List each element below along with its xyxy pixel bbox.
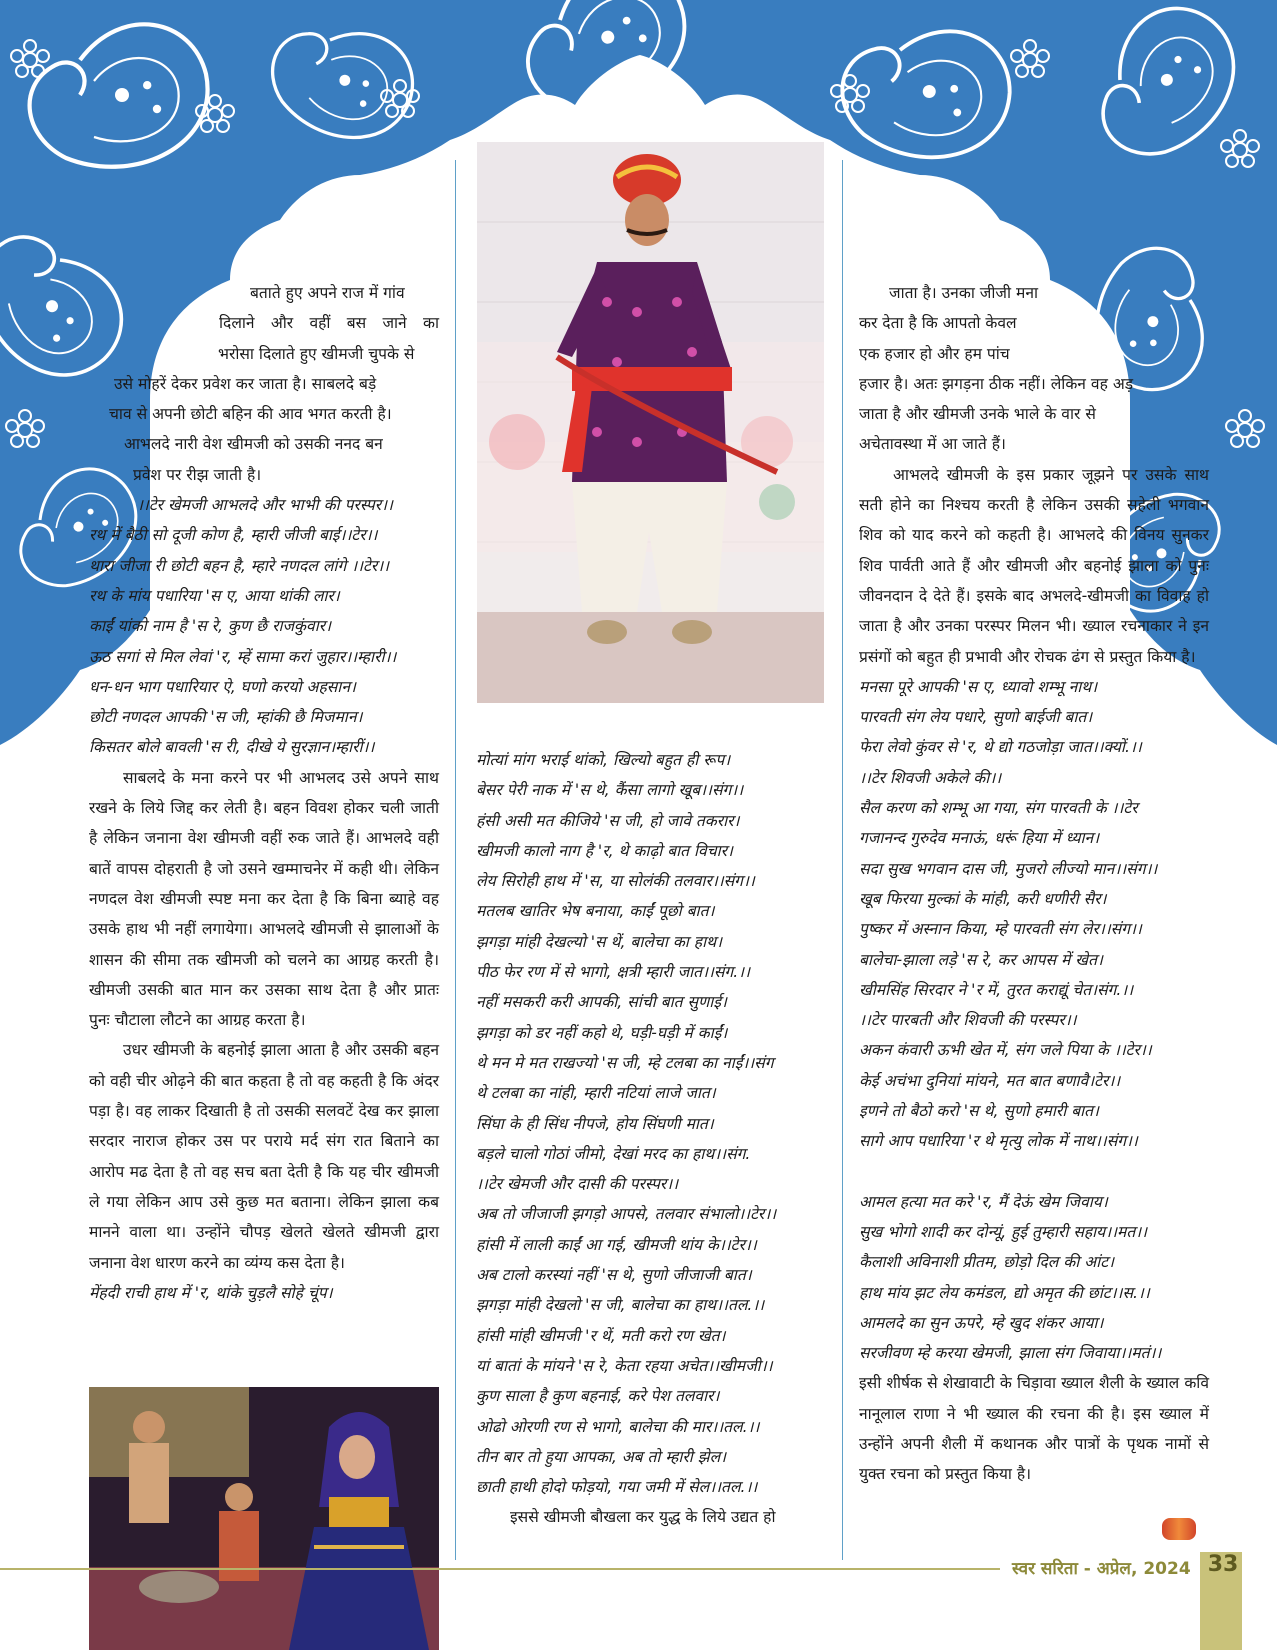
verse-line: रथ के मांय पधारिया 'स ए, आया थांकी लार। (89, 586, 340, 605)
verse-line: अकन कंवारी ऊभी खेत में, संग जले पिया के ।।टेर।। (859, 1041, 1152, 1060)
verse-line: ।।टेर शिवजी अकेले की।। (859, 768, 1002, 787)
column-divider-left (455, 160, 456, 1560)
text-line: जाता है। उनका जीजी मना (889, 284, 1039, 302)
verse-line: रथ में बैठी सो दूजी कोण है, म्हारी जीजी बाई।।टेर।। (89, 526, 378, 545)
verse-line: बेसर पेरी नाक में 'स थे, कैंसा लागो खूब।।संग।। (476, 781, 744, 800)
paragraph: आभलदे खीमजी के इस प्रकार जूझने पर उसके साथ सती होने का निश्चय करती है लेकिन उसकी सहेली भगवान शिव को याद करने को कहती है। आभलदे की विनय सुनकर शिव पार्वती आते हैं और खीमजी और बहनोई झाला को पुनः जीवनदान दे देते हैं। इसके बाद अभलदे-खीमजी का विवाह हो जाता है और उनका परस्पर मिलन भी। ख्याल रचनाकार ने इन प्रसंगों को बहुत ही प्रभावी और रोचक ढंग से प्रस्तुत किया है। (859, 465, 1209, 666)
verse-line: छोटी नणदल आपकी 'स जी, म्हांकी छै मिजमान। (89, 708, 363, 727)
verse-line: मोत्यां मांग भराई थांको, खिल्यो बहुत ही रूप। (476, 751, 731, 769)
verse-line: हाथ मांय झट लेय कमंडल, द्यो अमृत की छांट।।स.।। (859, 1283, 1150, 1302)
stage-performance-photo (89, 1387, 439, 1650)
text-line: हजार है। अतः झगड़ना ठीक नहीं। लेकिन वह अड़ (859, 374, 1134, 393)
verse-line: बालेचा-झाला लड़े 'स रे, कर आपस में खेत। (859, 950, 1103, 969)
text-line: जाता है और खीमजी उनके भाले के वार से (859, 405, 1096, 424)
verse-line: थे टलबा का नांही, म्हारी नटियां लाजे जात। (476, 1084, 716, 1103)
verse-line: सिंघा के ही सिंध नीपजे, होय सिंघणी मात। (476, 1114, 714, 1133)
paragraph: साबलदे के मना करने पर भी आभलद उसे अपने साथ रखने के लिये जिद्द कर लेती है। बहन विवश होकर चली जाती है लेकिन जनाना वेश खीमजी वहीं रुक जाते हैं। आभलदे वही बातें वापस दोहराती है जो उसने खम्माचनेर में कही थी। लेकिन नणदल वेश खीमजी स्पष्ट मना कर देता है कि बिना ब्याहे वह उसके हाथ भी नहीं लगायेगा। आभलदे खीमजी से झालाओं के शासन की सीमा तक खीमजी को चलने का आग्रह करती है। खीमजी उसकी बात मान कर उसका साथ देता है और प्रातः पुनः चौटाला लौटने का आग्रह करता है। (89, 768, 439, 1030)
verse-line: कैलाशी अविनाशी प्रीतम, छोड़ो दिल की आंट। (859, 1253, 1114, 1272)
page-number: 33 (1207, 1552, 1239, 1577)
text-line: कर देता है कि आपतो केवल (859, 314, 1017, 333)
verse-line: थारा जीजा री छोटी बहन है, म्हारे नणदल लांगे ।।टेर।। (89, 556, 390, 575)
verse-line: अब टालो करस्यां नहीं 'स थे, सुणो जीजाजी बात। (476, 1266, 752, 1285)
verse-line: तीन बार तो हुया आपका, अब तो म्हारी झेल। (476, 1447, 727, 1466)
verse-line: खीमजी कालो नाग है 'र, थे काढ़ो बात विचार। (476, 841, 733, 860)
paragraph: इसी शीर्षक से शेखावाटी के चिड़ावा ख्याल शैली के ख्याल कवि नानूलाल राणा ने भी ख्याल की रचना की है। इस ख्याल में उन्होंने अपनी शैली में कथानक और पात्रों के पृथक नामों से युक्त रचना को प्रस्तुत किया है। (859, 1374, 1209, 1484)
verse-line: हांसी मांही खीमजी 'र थें, मती करो रण खेत। (476, 1326, 726, 1345)
verse-line: झगड़ा मांही देखल्यो 'स थें, बालेचा का हाथ। (476, 932, 722, 951)
verse-line: काईं यांको नाम है 'स रे, कुण छै राजकुंवार। (89, 617, 332, 636)
performer-photo (477, 142, 824, 703)
verse-line: अब तो जीजाजी झगड़ो आपसे, तलवार संभालो।।टेर।। (476, 1205, 777, 1224)
verse-line: ।।टेर खेमजी और दासी की परस्पर।। (476, 1175, 679, 1194)
left-column (89, 278, 439, 1308)
verse-line: यां बातां के मांयने 'स रे, केता रहया अचेत।।खीमजी।। (476, 1356, 773, 1375)
verse-line: मेंहदी राची हाथ में 'र, थांके चुड़लै सोहे चूंप। (89, 1283, 333, 1302)
verse-line: हंसी असी मत कीजिये 'स जी, हो जावे तकरार। (476, 811, 740, 830)
verse-line: पुष्कर में अस्नान किया, म्हे पारवती संग लेर।।संग।। (859, 920, 1142, 939)
text-line: चाव से अपनी छोटी बहिन की आव भगत करती है। (109, 405, 392, 424)
verse-line: सैल करण को शम्भू आ गया, संग पारवती के ।।टेर (859, 799, 1138, 818)
verse-line: झगड़ा को डर नहीं कहो थे, घड़ी-घड़ी में काईं। (476, 1023, 728, 1042)
verse-line: झगड़ा मांही देखलो 'स जी, बालेचा का हाथ।।तल.।। (476, 1296, 765, 1315)
verse-line: मतलब खातिर भेष बनाया, काईं पूछो बात। (476, 902, 715, 921)
verse-line: ।।टेर पारबती और शिवजी की परस्पर।। (859, 1011, 1077, 1030)
verse-line: इणने तो बैठो करो 'स थे, सुणो हमारी बात। (859, 1102, 1099, 1121)
verse-line: नहीं मसकरी करी आपकी, सांची बात सुणाई। (476, 993, 727, 1012)
verse-line: हांसी में लाली काईं आ गई, खीमजी थांय के।।टेर।। (476, 1235, 757, 1254)
verse-line: धन-धन भाग पधारियार ऐ, घणो करयो अहसान। (89, 677, 356, 696)
verse-line: मनसा पूरे आपकी 'स ए, ध्यावो शम्भू नाथ। (859, 677, 1098, 696)
article-end-ornament (1162, 1518, 1196, 1540)
text-line: प्रवेश पर रीझ जाती है। (133, 465, 262, 484)
verse-line: किसतर बोले बावली 'स री, दीखे ये सुरज्ञान।म्हारीं।। (89, 738, 375, 757)
verse-line: सागे आप पधारिया 'र थे मृत्यु लोक में नाथ।।संग।। (859, 1132, 1138, 1151)
verse-line: ओढो ओरणी रण से भागो, बालेचा की मार।।तल.।। (476, 1417, 760, 1436)
verse-line: ऊठ सगां से मिल लेवां 'र, म्हें सामा करां जुहार।।म्हारी।। (89, 647, 397, 666)
text-line: बताते हुए अपने राज में गांव (250, 284, 405, 302)
verse-line: पारवती संग लेय पधारे, सुणो बाईजी बात। (859, 708, 1093, 727)
text-line: उसे मोहरें देकर प्रवेश कर जाता है। साबलदे बड़े (114, 374, 377, 393)
text-line: आभलदे नारी वेश खीमजी को उसकी ननद बन (124, 435, 383, 454)
paragraph: उधर खीमजी के बहनोई झाला आता है और उसकी बहन को वही चीर ओढ़ने की बात कहता है तो वह कहती है कि अंदर पड़ा है। वह लाकर दिखाती है तो उसकी सलवटें देख कर झाला सरदार नाराज होकर उस पर पराये मर्द संग रात बिताने का आरोप मढ देता है तो वह सच बता देती है कि यह चीर खीमजी ले गया लेकिन आप उसे कुछ मत बताना। लेकिन झाला कब मानने वाला था। उन्होंने चौपड़ खेलते खेलते खीमजी द्वारा जनाना वेश धारण करने का व्यंग्य कस देता है। (89, 1041, 439, 1272)
blank-line (859, 1157, 1209, 1187)
text-line: इससे खीमजी बौखला कर युद्ध के लिये उद्यत हो (510, 1508, 776, 1527)
text-line: दिलाने और वहीं बस जाने का (219, 314, 439, 333)
verse-line: ।।टेर खेमजी आभलदे और भाभी की परस्पर।। (137, 496, 393, 515)
verse-line: कुण साला है कुण बहनाई, करे पेश तलवार। (476, 1387, 720, 1406)
text-line: भरोसा दिलाते हुए खीमजी चुपके से (218, 344, 415, 363)
text-line: अचेतावस्था में आ जाते हैं। (859, 435, 1006, 454)
verse-line: लेय सिरोही हाथ में 'स, या सोलंकी तलवार।।संग।। (476, 872, 755, 891)
middle-column (476, 745, 826, 1533)
verse-line: आमलदे का सुन ऊपरे, म्हे खुद शंकर आया। (859, 1313, 1104, 1332)
verse-line: थे मन मे मत राखज्यो 'स जी, म्हे टलबा का नाईं।।संग (476, 1053, 774, 1072)
verse-line: खूब फिरया मुल्कां के मांही, करी धणीरी सैर। (859, 889, 1107, 908)
verse-line: सदा सुख भगवान दास जी, मुजरो लीज्यो मान।।संग।। (859, 859, 1158, 878)
verse-line: बड़ले चालो गोठां जीमो, देखां मरद का हाथ।।संग. (476, 1144, 751, 1163)
verse-line: केई अचंभा दुनियां मांयने, मत बात बणावै।टेर।। (859, 1071, 1121, 1090)
magazine-issue: स्वर सरिता - अप्रेल, 2024 (1000, 1556, 1203, 1579)
column-divider-right (842, 160, 843, 1560)
right-column (859, 278, 1209, 1490)
verse-line: सरजीवण म्हे करया खेमजी, झाला संग जिवाया।।मतं।। (859, 1344, 1162, 1363)
verse-line: खीमसिंह सिरदार ने 'र में, तुरत कराद्यूं चेत।संग.।। (859, 980, 1134, 999)
verse-line: आमल हत्या मत करे 'र, मैं देऊं खेम जिवाय। (859, 1192, 1108, 1211)
verse-line: पीठ फेर रण में से भागो, क्षत्री म्हारी जात।।संग.।। (476, 963, 750, 982)
text-line: एक हजार हो और हम पांच (859, 344, 1010, 363)
verse-line: छाती हाथी होदो फोड़यो, गया जमी में सेल।।तल.।। (476, 1478, 758, 1497)
verse-line: सुख भोगो शादी कर दोन्यूं, हुई तुम्हारी सहाय।।मत।। (859, 1222, 1148, 1241)
verse-line: फेरा लेवो कुंवर से 'र, थे द्यो गठजोड़ा जात।।क्यों.।। (859, 738, 1142, 757)
verse-line: गजानन्द गुरुदेव मनाऊं, धरूं हिया में ध्यान। (859, 829, 1100, 848)
